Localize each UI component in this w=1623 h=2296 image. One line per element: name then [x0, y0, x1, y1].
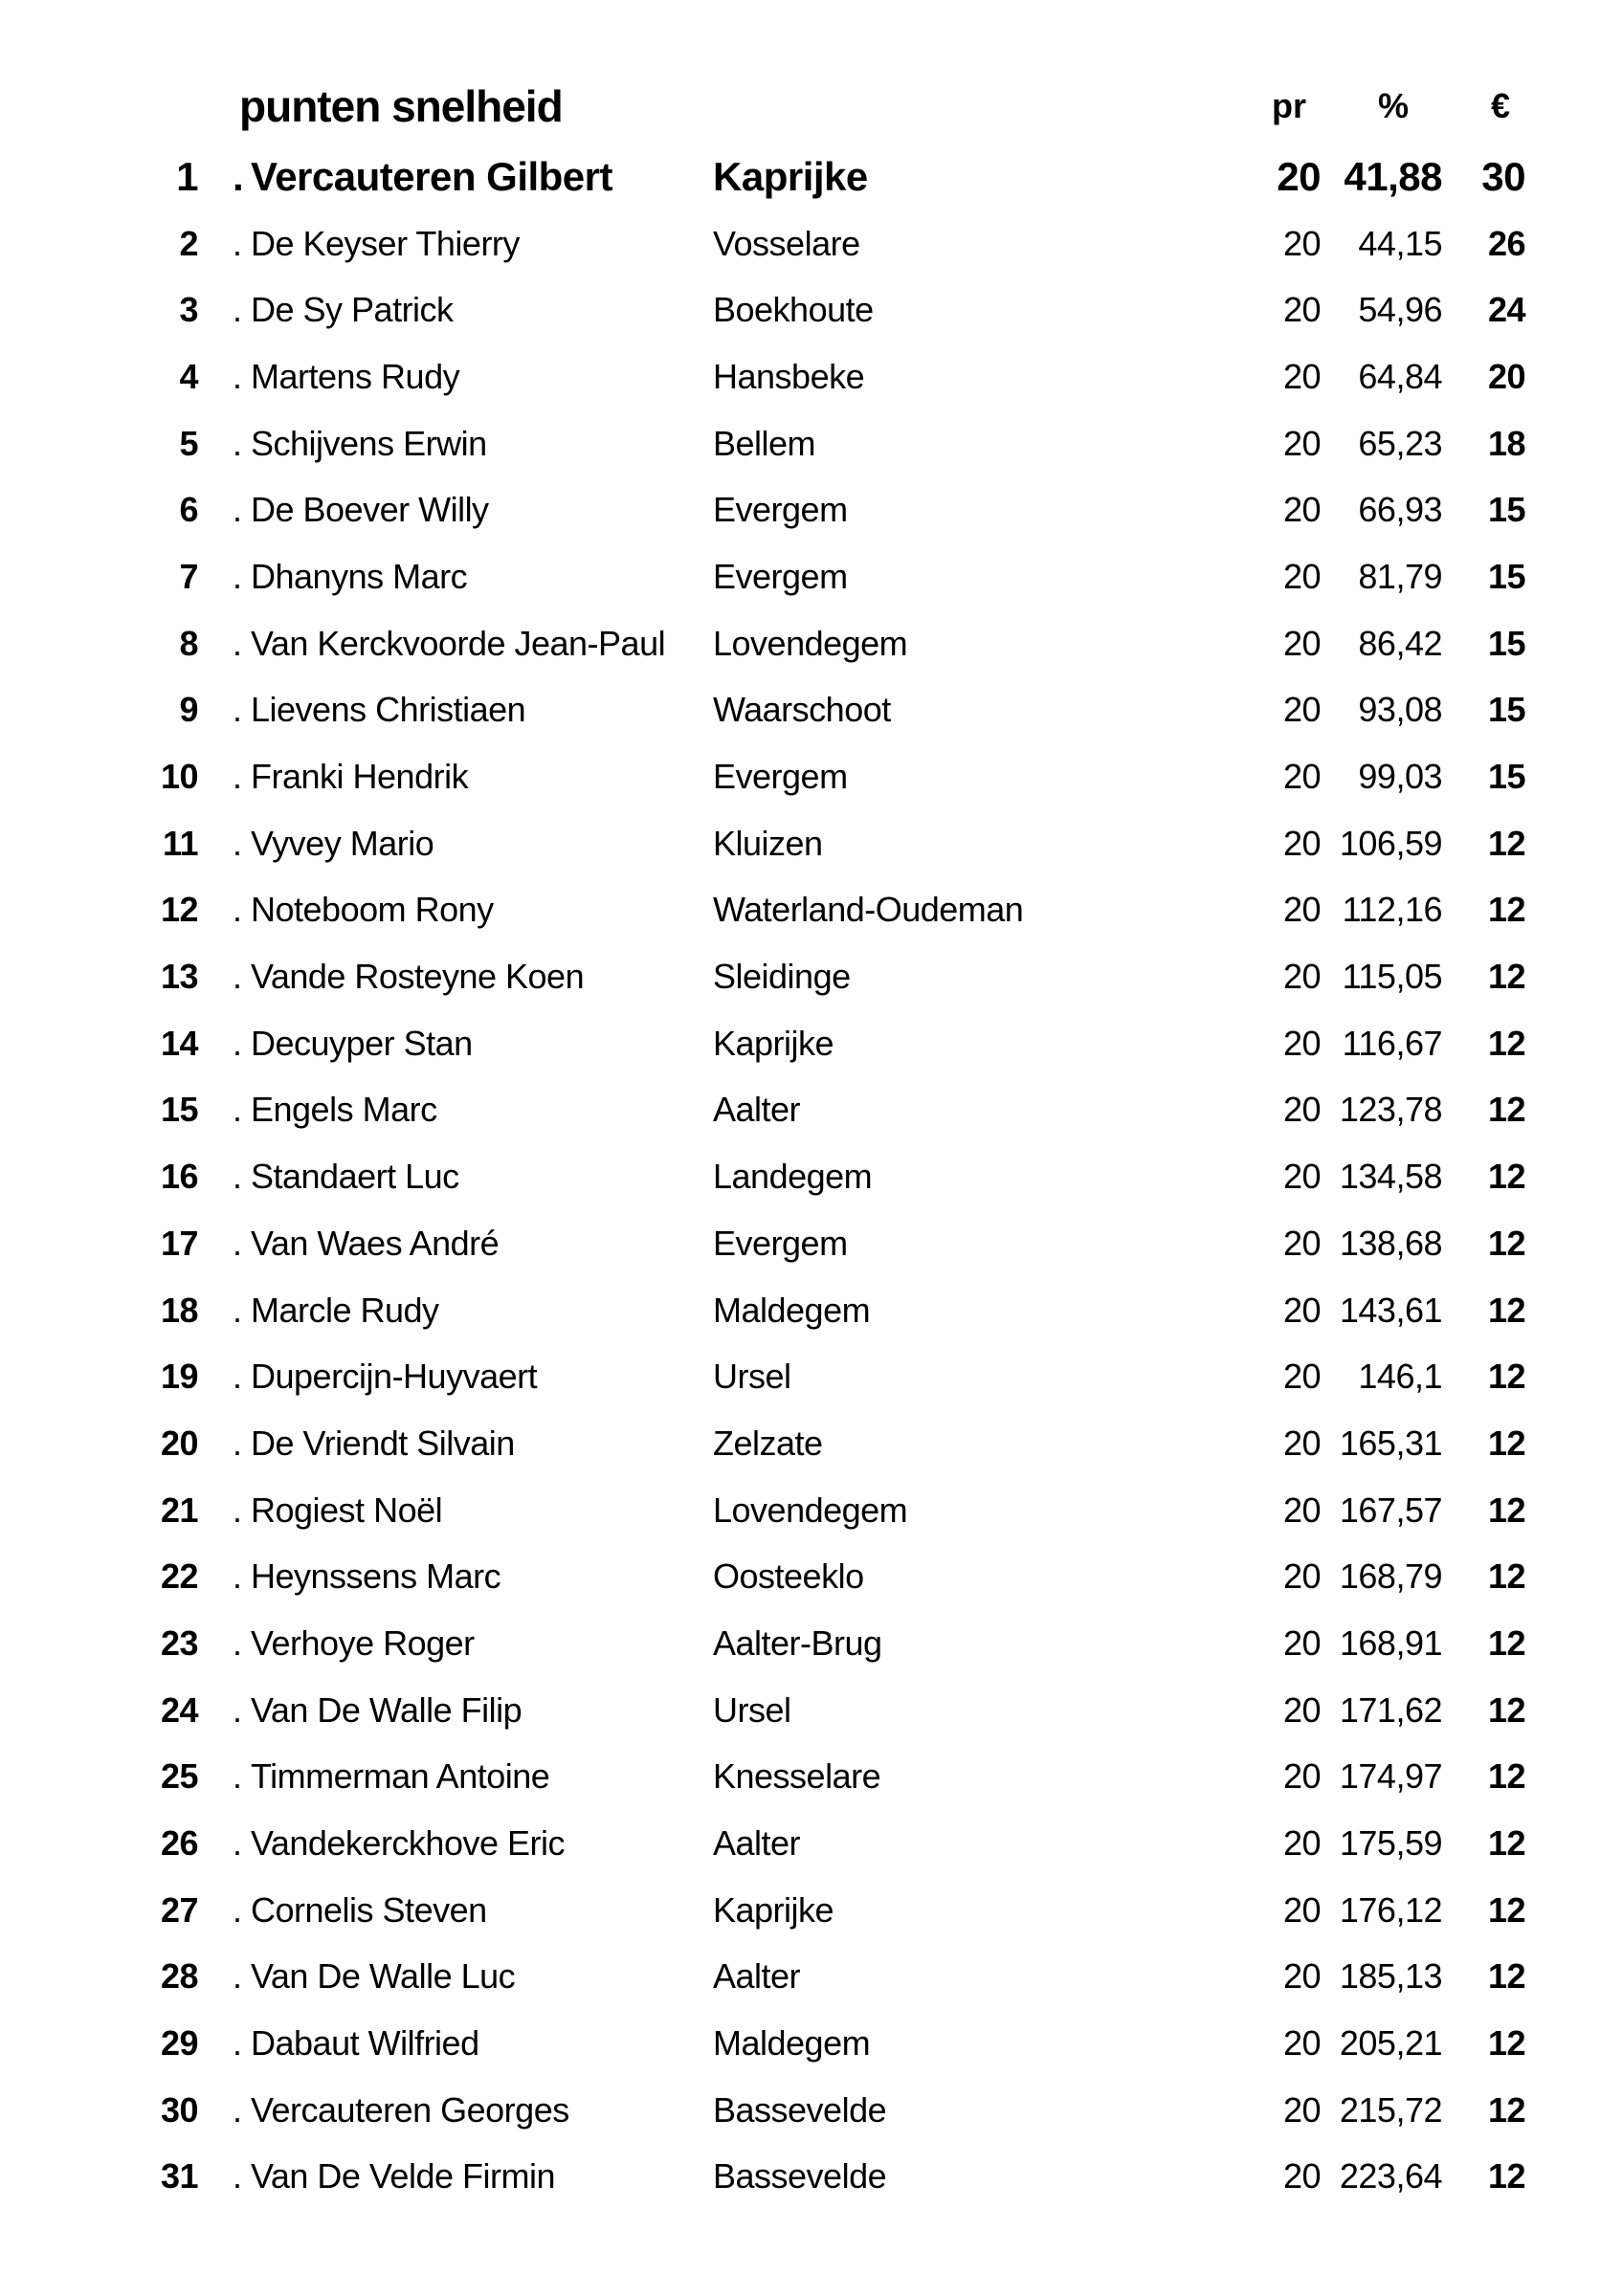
euro-cell: 15: [1487, 690, 1525, 730]
place-cell: Evergem: [713, 757, 848, 797]
euro-cell: 12: [1487, 890, 1525, 930]
name-cell: Van Waes André: [251, 1223, 500, 1263]
name-cell: Van De Walle Filip: [251, 1689, 522, 1730]
results-rows: [0, 144, 1623, 2210]
dot-separator: .: [233, 757, 242, 797]
pr-cell: 20: [1282, 1290, 1321, 1330]
name-cell: Noteboom Rony: [251, 890, 494, 930]
percent-cell: 174,97: [1339, 1756, 1442, 1797]
table-row: [0, 877, 1623, 944]
place-cell: Aalter: [713, 1823, 801, 1864]
percent-cell: 116,67: [1342, 1023, 1442, 1063]
place-cell: Evergem: [713, 1223, 848, 1263]
table-row: [0, 1744, 1623, 1811]
page-title: punten snelheid: [239, 81, 563, 131]
dot-separator: .: [233, 1490, 242, 1530]
name-cell: Heynssens Marc: [251, 1556, 501, 1597]
pr-cell: 20: [1282, 1223, 1321, 1263]
euro-cell: 18: [1487, 423, 1525, 463]
dot-separator: .: [233, 490, 242, 530]
table-header: [0, 82, 1623, 130]
euro-cell: 24: [1487, 290, 1525, 330]
table-row: [0, 1010, 1623, 1077]
table-row: [0, 1877, 1623, 1944]
rank-cell: 7: [179, 556, 198, 596]
pr-cell: 20: [1282, 290, 1321, 330]
pr-cell: 20: [1282, 1157, 1321, 1197]
pr-cell: 20: [1282, 2023, 1321, 2064]
euro-cell: 12: [1487, 1689, 1525, 1730]
pr-cell: 20: [1282, 890, 1321, 930]
table-row: [0, 410, 1623, 477]
name-cell: Schijvens Erwin: [251, 423, 487, 463]
dot-separator: .: [233, 2089, 242, 2130]
percent-cell: 171,62: [1339, 1689, 1442, 1730]
place-cell: Vosselare: [713, 223, 860, 263]
dot-separator: .: [233, 1623, 242, 1663]
place-cell: Waarschoot: [713, 690, 891, 730]
euro-cell: 12: [1487, 1423, 1525, 1463]
table-row: [0, 1610, 1623, 1677]
pr-cell: 20: [1282, 1490, 1321, 1530]
dot-separator: .: [233, 957, 242, 997]
euro-cell: 12: [1487, 1357, 1525, 1397]
pr-cell: 20: [1282, 423, 1321, 463]
table-row: [0, 943, 1623, 1010]
euro-cell: 12: [1487, 1823, 1525, 1864]
dot-separator: .: [233, 423, 242, 463]
rank-cell: 9: [179, 690, 198, 730]
dot-separator: .: [233, 153, 244, 199]
place-cell: Lovendegem: [713, 1490, 908, 1530]
rank-cell: 24: [160, 1689, 198, 1730]
pr-cell: 20: [1282, 623, 1321, 663]
dot-separator: .: [233, 1889, 242, 1930]
rank-cell: 18: [160, 1290, 198, 1330]
place-cell: Knesselare: [713, 1756, 881, 1797]
rank-cell: 8: [179, 623, 198, 663]
euro-cell: 12: [1487, 1023, 1525, 1063]
euro-cell: 12: [1487, 1889, 1525, 1930]
place-cell: Bellem: [713, 423, 816, 463]
percent-cell: 176,12: [1339, 1889, 1442, 1930]
name-cell: Engels Marc: [251, 1090, 437, 1130]
place-cell: Ursel: [713, 1357, 791, 1397]
place-cell: Aalter-Brug: [713, 1623, 882, 1663]
euro-cell: 12: [1487, 1956, 1525, 1997]
place-cell: Maldegem: [713, 2023, 871, 2064]
table-row: [0, 810, 1623, 877]
euro-cell: 12: [1487, 1623, 1525, 1663]
name-cell: Standaert Luc: [251, 1157, 459, 1197]
percent-cell: 185,13: [1339, 1956, 1442, 1997]
euro-cell: 12: [1487, 823, 1525, 863]
table-row: [0, 677, 1623, 744]
name-cell: Van Kerckvoorde Jean-Paul: [251, 623, 666, 663]
dot-separator: .: [233, 623, 242, 663]
dot-separator: .: [233, 2156, 242, 2197]
pr-cell: 20: [1282, 490, 1321, 530]
percent-cell: 167,57: [1339, 1490, 1442, 1530]
table-row: [0, 1143, 1623, 1210]
percent-cell: 54,96: [1358, 290, 1442, 330]
pr-cell: 20: [1282, 1756, 1321, 1797]
dot-separator: .: [233, 1823, 242, 1864]
column-header-pr: pr: [1272, 86, 1306, 125]
name-cell: Vandekerckhove Eric: [251, 1823, 565, 1864]
percent-cell: 41,88: [1344, 153, 1442, 199]
pr-cell: 20: [1282, 1889, 1321, 1930]
dot-separator: .: [233, 890, 242, 930]
table-row: [0, 1810, 1623, 1877]
rank-cell: 19: [160, 1357, 198, 1397]
place-cell: Bassevelde: [713, 2089, 887, 2130]
place-cell: Hansbeke: [713, 356, 865, 396]
table-row: [0, 343, 1623, 410]
percent-cell: 215,72: [1339, 2089, 1442, 2130]
name-cell: Vercauteren Gilbert: [251, 153, 612, 199]
place-cell: Zelzate: [713, 1423, 823, 1463]
percent-cell: 44,15: [1358, 223, 1442, 263]
percent-cell: 138,68: [1339, 1223, 1442, 1263]
table-row: [0, 144, 1623, 210]
percent-cell: 106,59: [1339, 823, 1442, 863]
euro-cell: 12: [1487, 1157, 1525, 1197]
column-header-euro: €: [1490, 86, 1510, 125]
rank-cell: 22: [160, 1556, 198, 1597]
rank-cell: 13: [160, 957, 198, 997]
percent-cell: 175,59: [1339, 1823, 1442, 1864]
rank-cell: 3: [179, 290, 198, 330]
rank-cell: 4: [179, 356, 198, 396]
percent-cell: 65,23: [1358, 423, 1442, 463]
place-cell: Maldegem: [713, 1290, 871, 1330]
name-cell: Vyvey Mario: [251, 823, 434, 863]
percent-cell: 64,84: [1358, 356, 1442, 396]
rank-cell: 25: [160, 1756, 198, 1797]
pr-cell: 20: [1282, 1556, 1321, 1597]
name-cell: De Vriendt Silvain: [251, 1423, 515, 1463]
pr-cell: 20: [1282, 1090, 1321, 1130]
place-cell: Waterland-Oudeman: [713, 890, 1024, 930]
rank-cell: 17: [160, 1223, 198, 1263]
name-cell: Dupercijn-Huyvaert: [251, 1357, 538, 1397]
place-cell: Oosteeklo: [713, 1556, 864, 1597]
rank-cell: 31: [160, 2156, 198, 2197]
name-cell: Dhanyns Marc: [251, 556, 468, 596]
rank-cell: 16: [160, 1157, 198, 1197]
name-cell: De Boever Willy: [251, 490, 489, 530]
euro-cell: 15: [1487, 757, 1525, 797]
place-cell: Evergem: [713, 556, 848, 596]
euro-cell: 12: [1487, 1756, 1525, 1797]
pr-cell: 20: [1282, 223, 1321, 263]
place-cell: Ursel: [713, 1689, 791, 1730]
dot-separator: .: [233, 223, 242, 263]
table-row: [0, 743, 1623, 810]
pr-cell: 20: [1282, 356, 1321, 396]
pr-cell: 20: [1277, 153, 1321, 199]
dot-separator: .: [233, 1556, 242, 1597]
euro-cell: 12: [1487, 2089, 1525, 2130]
place-cell: Landegem: [713, 1157, 873, 1197]
percent-cell: 205,21: [1339, 2023, 1442, 2064]
percent-cell: 165,31: [1339, 1423, 1442, 1463]
place-cell: Sleidinge: [713, 957, 851, 997]
name-cell: Rogiest Noël: [251, 1490, 443, 1530]
table-row: [0, 1277, 1623, 1344]
place-cell: Kaprijke: [713, 153, 868, 199]
percent-cell: 81,79: [1358, 556, 1442, 596]
euro-cell: 20: [1487, 356, 1525, 396]
rank-cell: 14: [160, 1023, 198, 1063]
dot-separator: .: [233, 1290, 242, 1330]
euro-cell: 12: [1487, 1556, 1525, 1597]
name-cell: Decuyper Stan: [251, 1023, 473, 1063]
percent-cell: 115,05: [1342, 957, 1442, 997]
dot-separator: .: [233, 1223, 242, 1263]
dot-separator: .: [233, 1689, 242, 1730]
table-row: [0, 1477, 1623, 1544]
rank-cell: 1: [176, 153, 198, 199]
dot-separator: .: [233, 556, 242, 596]
euro-cell: 12: [1487, 1223, 1525, 1263]
percent-cell: 66,93: [1358, 490, 1442, 530]
name-cell: Cornelis Steven: [251, 1889, 487, 1930]
name-cell: Van De Walle Luc: [251, 1956, 516, 1997]
name-cell: Franki Hendrik: [251, 757, 469, 797]
euro-cell: 12: [1487, 1290, 1525, 1330]
name-cell: Lievens Christiaen: [251, 690, 526, 730]
place-cell: Bassevelde: [713, 2156, 887, 2197]
percent-cell: 123,78: [1339, 1090, 1442, 1130]
dot-separator: .: [233, 1357, 242, 1397]
euro-cell: 30: [1481, 153, 1525, 199]
table-row: [0, 2077, 1623, 2144]
percent-cell: 168,91: [1339, 1623, 1442, 1663]
rank-cell: 11: [162, 823, 198, 863]
percent-cell: 112,16: [1342, 890, 1442, 930]
place-cell: Aalter: [713, 1090, 801, 1130]
table-row: [0, 1210, 1623, 1277]
table-row: [0, 1677, 1623, 1744]
rank-cell: 10: [160, 757, 198, 797]
euro-cell: 12: [1487, 2023, 1525, 2064]
rank-cell: 29: [160, 2023, 198, 2064]
rank-cell: 26: [160, 1823, 198, 1864]
table-row: [0, 1944, 1623, 2011]
pr-cell: 20: [1282, 690, 1321, 730]
euro-cell: 15: [1487, 623, 1525, 663]
table-row: [0, 1343, 1623, 1410]
rank-cell: 15: [160, 1090, 198, 1130]
rank-cell: 27: [160, 1889, 198, 1930]
pr-cell: 20: [1282, 1956, 1321, 1997]
table-row: [0, 610, 1623, 677]
percent-cell: 143,61: [1339, 1290, 1442, 1330]
table-row: [0, 2010, 1623, 2077]
table-row: [0, 2144, 1623, 2211]
rank-cell: 12: [160, 890, 198, 930]
table-row: [0, 1543, 1623, 1610]
place-cell: Lovendegem: [713, 623, 908, 663]
dot-separator: .: [233, 1956, 242, 1997]
dot-separator: .: [233, 2023, 242, 2064]
name-cell: Verhoye Roger: [251, 1623, 475, 1663]
pr-cell: 20: [1282, 1623, 1321, 1663]
table-row: [0, 543, 1623, 610]
place-cell: Kaprijke: [713, 1023, 834, 1063]
dot-separator: .: [233, 1157, 242, 1197]
euro-cell: 12: [1487, 2156, 1525, 2197]
pr-cell: 20: [1282, 823, 1321, 863]
dot-separator: .: [233, 1090, 242, 1130]
euro-cell: 12: [1487, 1490, 1525, 1530]
name-cell: Van De Velde Firmin: [251, 2156, 555, 2197]
pr-cell: 20: [1282, 957, 1321, 997]
euro-cell: 15: [1487, 556, 1525, 596]
percent-cell: 168,79: [1339, 1556, 1442, 1597]
rank-cell: 6: [179, 490, 198, 530]
rank-cell: 21: [160, 1490, 198, 1530]
rank-cell: 28: [160, 1956, 198, 1997]
percent-cell: 146,1: [1358, 1357, 1442, 1397]
name-cell: Martens Rudy: [251, 356, 460, 396]
place-cell: Aalter: [713, 1956, 801, 1997]
place-cell: Evergem: [713, 490, 848, 530]
name-cell: De Sy Patrick: [251, 290, 454, 330]
percent-cell: 93,08: [1358, 690, 1442, 730]
pr-cell: 20: [1282, 1357, 1321, 1397]
rank-cell: 2: [179, 223, 198, 263]
pr-cell: 20: [1282, 2089, 1321, 2130]
name-cell: Vercauteren Georges: [251, 2089, 569, 2130]
pr-cell: 20: [1282, 1689, 1321, 1730]
table-row: [0, 1410, 1623, 1477]
pr-cell: 20: [1282, 556, 1321, 596]
dot-separator: .: [233, 823, 242, 863]
rank-cell: 5: [179, 423, 198, 463]
euro-cell: 12: [1487, 957, 1525, 997]
dot-separator: .: [233, 1423, 242, 1463]
place-cell: Kaprijke: [713, 1889, 834, 1930]
table-row: [0, 276, 1623, 343]
dot-separator: .: [233, 290, 242, 330]
pr-cell: 20: [1282, 1423, 1321, 1463]
dot-separator: .: [233, 690, 242, 730]
table-row: [0, 476, 1623, 543]
table-row: [0, 210, 1623, 277]
column-header-percent: %: [1377, 86, 1409, 125]
pr-cell: 20: [1282, 1823, 1321, 1864]
euro-cell: 15: [1487, 490, 1525, 530]
pr-cell: 20: [1282, 757, 1321, 797]
euro-cell: 26: [1487, 223, 1525, 263]
name-cell: Timmerman Antoine: [251, 1756, 550, 1797]
pr-cell: 20: [1282, 2156, 1321, 2197]
table-row: [0, 1077, 1623, 1144]
euro-cell: 12: [1487, 1090, 1525, 1130]
dot-separator: .: [233, 356, 242, 396]
rank-cell: 20: [160, 1423, 198, 1463]
percent-cell: 223,64: [1339, 2156, 1442, 2197]
dot-separator: .: [233, 1023, 242, 1063]
place-cell: Kluizen: [713, 823, 823, 863]
percent-cell: 134,58: [1339, 1157, 1442, 1197]
rank-cell: 30: [160, 2089, 198, 2130]
percent-cell: 99,03: [1358, 757, 1442, 797]
name-cell: Dabaut Wilfried: [251, 2023, 479, 2064]
name-cell: Marcle Rudy: [251, 1290, 439, 1330]
name-cell: De Keyser Thierry: [251, 223, 520, 263]
pr-cell: 20: [1282, 1023, 1321, 1063]
place-cell: Boekhoute: [713, 290, 874, 330]
name-cell: Vande Rosteyne Koen: [251, 957, 585, 997]
rank-cell: 23: [160, 1623, 198, 1663]
percent-cell: 86,42: [1358, 623, 1442, 663]
dot-separator: .: [233, 1756, 242, 1797]
